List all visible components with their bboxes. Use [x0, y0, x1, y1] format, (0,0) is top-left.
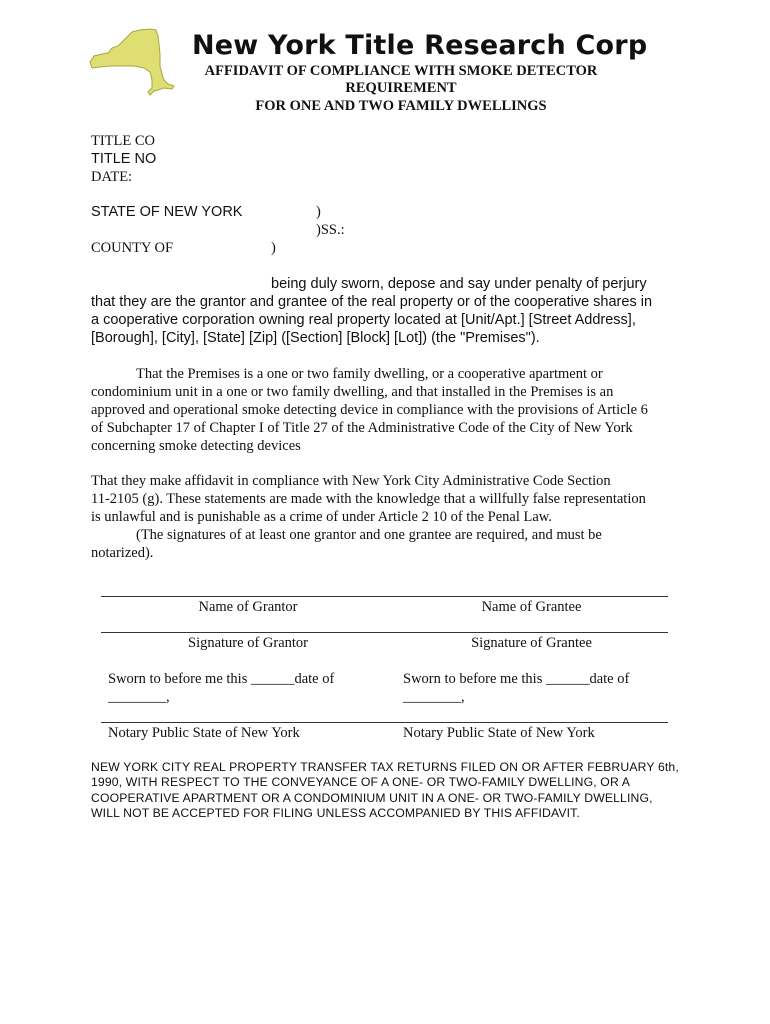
notary-rule — [101, 722, 668, 723]
compliance-line: 11-2105 (g). These statements are made with the knowledge that a willfully false representation — [91, 491, 646, 507]
sworn-grantor-line-2: ________, — [108, 689, 170, 705]
filing-notice: NEW YORK CITY REAL PROPERTY TRANSFER TAX RETURNS FILED ON OR AFTER FEBRUARY 6th, 1990, WITH RESPECT TO THE CONVEYANCE OF A ONE- OR TWO-FAMILY DWELLING, OR A COOPERATIVE APARTMENT OR A CONDOMINIUM UNIT IN A ONE- OR TWO-FAMILY DWELLING, WILL NOT BE ACCEPTED FOR FILING UNLESS ACCOMPANIED BY THIS AFFIDAVIT. — [91, 760, 679, 820]
compliance-line: notarized). — [91, 545, 154, 561]
signature-rule — [101, 632, 668, 633]
deposition-line-4: [Borough], [City], [State] [Zip] ([Section] [Block] [Lot]) (the "Premises"). — [91, 330, 540, 346]
notary-grantor-label: Notary Public State of New York — [108, 725, 300, 741]
sworn-grantee-line-1: Sworn to before me this ______date of — [403, 671, 630, 687]
document-title-line-1: AFFIDAVIT OF COMPLIANCE WITH SMOKE DETECTOR — [204, 63, 598, 79]
sworn-grantor-line-1: Sworn to before me this ______date of — [108, 671, 335, 687]
notary-grantee-label: Notary Public State of New York — [403, 725, 595, 741]
document-title-line-2: REQUIREMENT — [345, 80, 457, 96]
premises-line: That the Premises is a one or two family dwelling, or a cooperative apartment or — [136, 366, 603, 382]
name-of-grantor-label: Name of Grantor — [198, 599, 298, 615]
signature-of-grantor-label: Signature of Grantor — [188, 635, 308, 651]
date-label: DATE: — [91, 169, 133, 185]
premises-line: concerning smoke detecting devices — [91, 438, 301, 454]
venue-ss: )SS.: — [316, 222, 345, 238]
premises-line: condominium unit in a one or two family dwelling, and that installed in the Premises is an — [91, 384, 614, 400]
signature-of-grantee-label: Signature of Grantee — [471, 635, 592, 651]
venue-state: STATE OF NEW YORK — [91, 204, 243, 220]
premises-line: of Subchapter 17 of Chapter I of Title 27 of the Administrative Code of the City of New York — [91, 420, 633, 436]
deposition-line-3: a cooperative corporation owning real property located at [Unit/Apt.] [Street Address], — [91, 312, 636, 328]
venue-county: COUNTY OF — [91, 240, 174, 256]
sworn-grantee-line-2: ________, — [403, 689, 465, 705]
compliance-line: That they make affidavit in compliance with New York City Administrative Code Section — [91, 473, 611, 489]
premises-line: approved and operational smoke detecting device in compliance with the provisions of Article 6 — [91, 402, 648, 418]
deposition-line-2: that they are the grantor and grantee of the real property or of the cooperative shares in — [91, 294, 653, 310]
deposition-line-1: being duly sworn, depose and say under penalty of perjury — [271, 276, 647, 292]
venue-paren-2: ) — [271, 240, 276, 256]
title-no-label: TITLE NO — [91, 151, 157, 167]
compliance-line: (The signatures of at least one grantor and one grantee are required, and must be — [136, 527, 602, 543]
company-name: New York Title Research Corp — [192, 30, 648, 61]
venue-paren-1: ) — [316, 204, 321, 220]
compliance-line: is unlawful and is punishable as a crime of under Article 2 10 of the Penal Law. — [91, 509, 552, 525]
new-york-state-map-logo — [88, 28, 176, 96]
document-title-line-3: FOR ONE AND TWO FAMILY DWELLINGS — [255, 98, 547, 114]
title-co-label: TITLE CO — [91, 133, 156, 149]
name-of-grantee-label: Name of Grantee — [481, 599, 582, 615]
signature-rule — [101, 596, 668, 597]
